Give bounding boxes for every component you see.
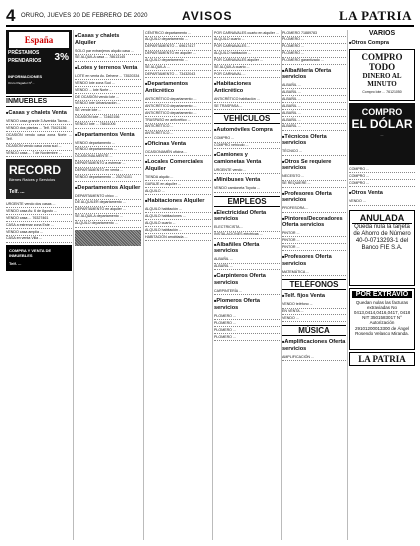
classified-ad: ALBAÑIL ... [282,117,346,124]
classified-ad: DEPARTAMENTO ... 73432043 [145,71,211,78]
classified-ad: SE REQUIERE ... [282,181,346,188]
classified-ad: ALQUILO habitaciones ... [145,213,211,220]
section-title: AVISOS [182,9,233,23]
promo-text: Compro lote ... 76121050 [362,89,402,94]
ad-tag: PRENDARIOS [8,58,42,64]
classified-ad: ELECTRICISTA ... [214,225,280,232]
classified-ad: ALBAÑIL ... [282,83,346,90]
category-title: ■ Casas y chalets Alquiler [75,33,141,46]
classified-ad: POR CARNAVAL ... [214,71,280,78]
classified-ad: HABITACIÓN amoblada ... [145,234,211,241]
classified-ad: ALBAÑIL ... [282,89,346,96]
classified-ad: VENDO departamento ... 25274101 [75,175,141,182]
classified-ad: VENDO ... lote Norte ... [75,87,141,94]
classified-ad: PLOMERO ... [282,44,346,51]
section-varios: VARIOS [368,30,396,37]
category-title: ■ Carpinteros Oferta servicios [214,273,280,286]
column-divider [347,30,348,540]
classified-ad: COMPRO ... [214,136,280,143]
classified-ad: PLOMERO garantizado ... [282,58,346,65]
classified-ad: ALQUILO departamento ... [145,58,211,65]
compro-todo-ad [349,49,415,101]
classified-ad: PLOMERO ... [214,313,280,320]
category-title: ■ Técnicos Oferta servicios [282,134,346,147]
column-divider [212,30,213,540]
category-title: ■ Telf. fijos Venta [282,293,346,300]
classified-ad: ANTICRÉTICO departamento ... [145,110,211,117]
espana-logo: España [9,32,69,48]
classified-ad: PINTOR ... [282,244,346,251]
classified-ad: ALQUILO habitación ... [145,227,211,234]
classified-ad: VENDO casa ... 76327461 [6,215,72,222]
classified-ad: COMPRO ... [349,180,415,187]
section-inmuebles: INMUEBLES [6,96,72,107]
column-divider [143,30,144,540]
classified-ad: TRASPASO en anticrético ... [145,117,211,124]
classified-ad: DEPARTAMENTO en alquiler ... [145,51,211,58]
classified-ad: OCASIÓN vendo casa zona Norte ... Telf. [6,132,72,143]
notice-text: Quedan nulas las facturas extraviadas No 0413,0414,0416,0417, 0418 NIT 3501583017 N° Autorización 29101200013300 de Ángel Rosendo Velasco Miranda. [353,299,411,336]
header-rule [6,25,414,27]
classified-ad: DE ALQUILER departamento ... [75,200,141,207]
classified-ad: OCASIONALMENTE ... [75,154,141,161]
classified-ad: ALQUILO cuarto ... [145,220,211,227]
classified-ad: PLOMERO ... [282,37,346,44]
classified-ad: LOTE en venta Av. Dehene ... 73520334 [75,73,141,80]
classified-ad: SOLO par extranjeros alquilo casa ... [75,48,141,55]
category-title: ■ Minibuses Venta [214,177,280,184]
category-title: ■ Profesores Oferta servicios [282,254,346,267]
classified-ad: SE ALQUILA casa ... 78613145 [75,55,141,62]
classified-ad: ANTICRÉTICO habitación ... [214,96,280,103]
category-title: ■ Otros Venta [349,190,415,197]
classified-ad: ANTICRÉTICO ... [145,131,211,138]
classified-ad: URGENTE vendo dos casas ... [6,201,72,208]
classified-ad: PLOMERO ... [214,320,280,327]
ad-tag: PRÉSTAMOS [8,50,40,56]
classified-ad: SE ALQUILA departamento ... [75,214,141,221]
ad-small: Oruro Pagador Nº... [8,81,35,85]
page-header [6,8,414,26]
classified-ad: PLOMERO ... [282,51,346,58]
classified-ad: DEPARTAMENTO ... 69617417 [145,44,211,51]
classified-ad: DE OCASIÓN vendo lote ... [75,94,141,101]
category-title: ■ Profesores Oferta servicios [282,191,346,204]
classified-ad: PLOMERO ... [214,334,280,341]
classified-ad: POR CARNAVALES cuarto en alquiler ... [214,30,280,37]
classified-ad: TÉCNICO ... [282,149,346,156]
classified-ad: ALQUILO cuarto ... [214,37,280,44]
notice-text: Queda nula la tarjeta de Ahorro de Número 40-0-0713293-1 del Banco FIE S.A. [353,223,411,251]
classified-ad: DEPARTAMENTO a estrenar ... [75,161,141,168]
promo-sub: EL DÓLAR [351,116,413,131]
classified-ad: ALBAÑIL ... [282,110,346,117]
anulada-notice [349,210,415,286]
classified-ad: VENDO dos plantas ... Telf. 75421136 [6,125,72,132]
classified-ad: CÉNTRICO departamento ... [145,30,211,37]
classified-ad: VENDO lote ... 78461006 [75,122,141,129]
column-5 [282,30,346,540]
category-title: ■ Habitaciones Alquiler [145,198,211,205]
classified-ad: OCASIÓN lote ... 72462156 [75,115,141,122]
category-title: ■ Casas y chalets Venta [6,110,72,117]
classified-ad: PINTOR ... [282,231,346,238]
ad-percent: 3% [54,52,69,63]
classified-ad: CARPINTERÍA ... [214,288,280,295]
category-title: ■ Lotes y terrenos Venta [75,65,141,72]
ad-info: INFORMACIONES [8,74,42,79]
column-6 [349,30,415,540]
classified-ad: DEPARTAMENTO en alquiler ... [75,207,141,214]
classified-ad: SE ALQUILA ... [145,65,211,72]
classified-ad: ALQUILO habitación ... [214,51,280,58]
classified-ad: SE ALQUILA cuarto ... [214,65,280,72]
classified-ad: OCASIÓN vendo casa zona sud ... [6,144,72,151]
category-title: ■ Pintores/Decoradores Oferta servicios [282,216,346,229]
category-title: ■ Oficinas Venta [145,141,211,148]
promo-title: COMPRO TODO [361,51,403,72]
category-title: ■ Departamentos Alquiler [75,185,141,192]
notice-title: POR EXTRAVÍO [352,291,412,298]
category-title: ■ Plomeros Oferta servicios [214,298,280,311]
classified-ad: COMPRO ... [349,173,415,180]
classified-ad: COMPRO vehículo ... [214,143,280,150]
classified-ad: POR CARNAVALES ... [214,44,280,51]
record-ad [6,159,72,199]
classified-ad: PINTOR ... [282,237,346,244]
classified-ad: VENDO departamento ... [75,140,141,147]
classified-ad: VENDO ... [282,315,346,322]
ad-photo [75,230,141,246]
column-3 [145,30,211,540]
classified-ad: NECESITO ... [282,174,346,181]
category-title: ■ Habitaciones Anticrético [214,81,280,94]
classified-ad: DEPARTAMENTO chico ... [75,193,141,200]
classified-ad: ALBAÑIL ... [282,96,346,103]
classified-ad: ALBAÑIL ... [214,264,280,271]
column-divider [73,30,74,540]
classified-ad: VENDO camioneta Toyota ... [214,186,280,193]
espana-ad [6,30,72,94]
ad-title: COMPRA Y VENTA DE INMUEBLES [9,247,52,258]
classified-ad: ALQUILO ... [145,188,211,195]
inmuebles-ad [6,245,72,271]
classified-ad: VENDO ... [349,199,415,206]
category-title: ■ Electricidad Oferta servicios [214,210,280,223]
header-date: ORURO, JUEVES 20 DE FEBRERO DE 2020 [21,13,148,19]
classified-ad: PLOMERO ... [214,327,280,334]
classified-ad: VENDO departamentos ... [75,147,141,154]
category-title: ■ Departamentos Anticrético [145,81,211,94]
classified-ad: ANTICRÉTICO ... [145,124,211,131]
promo-title: COMPRO [361,106,403,117]
classified-ad: MATEMÁTICA ... [282,269,346,276]
classified-ad: ANTICRÉTICO departamento ... [145,96,211,103]
classified-ad: OCASIONAMÉN oficina ... [145,149,211,156]
classified-ad: ALQUILO departamento ... [145,37,211,44]
classified-ad: ALBAÑIL ... [282,124,346,131]
brand-logo: LA PATRIA [339,8,412,23]
classified-ad: ANTICRÉTICO departamento ... [145,103,211,110]
column-4 [214,30,280,540]
classified-ad: SE TRASPASA ... [214,103,280,110]
classified-ad: ALBAÑIL ... [282,103,346,110]
column-1 [6,30,72,540]
classified-ad: GARAJE en alquiler ... [145,181,211,188]
classified-ad: SE vende lote ... [75,108,141,115]
classified-ad: VENDO lote zona Sud ... [75,80,141,87]
classified-ad: COMPRO ... [349,167,415,174]
classified-ad: VENDO casa grande 3 Avenida Tacna... [6,119,72,126]
extravio-notice [349,288,415,350]
brand-footer: LA PATRIA [349,352,415,366]
classified-ad: ALBAÑIL ... [214,257,280,264]
promo-sub: DINERO AL MINUTO [362,71,402,88]
classified-ad: INSTALACIONES eléctricas ... [214,232,280,239]
compro-dolar-ad [349,103,415,165]
classified-ad: VENDO teléfono ... [282,302,346,309]
classified-ad: PROFESORA ... [282,206,346,213]
classified-ad: URGENTE vendo ... [214,167,280,174]
record-title: RECORD [9,163,62,178]
classified-ad: AMPLIFICACIÓN ... [282,354,346,361]
section-empleos: EMPLEOS [214,196,280,207]
classified-ad: POR CARNAVALES alquiler ... [214,58,280,65]
classified-ad: ALQUILO habitación ... [145,206,211,213]
classified-ad: TIENDA alquilo ... [145,174,211,181]
classified-ad: EN VENTA ... [282,309,346,316]
category-title: ■ Camiones y camionetas Venta [214,152,280,165]
ad-phone: Telf. ... [9,260,22,266]
category-title: ■ Automóviles Compra [214,127,280,134]
category-title: ■ Amplificaciones Oferta servicios [282,339,346,352]
category-title: ■ Otros Se requiere servicios [282,159,346,172]
classified-ad: VENDO casa Av. 6 de Agosto ... [6,208,72,215]
page-number: 4 [6,6,16,25]
section-vehiculos: VEHÍCULOS [214,113,280,124]
classified-ad: DEPARTAMENTO en venta ... [75,168,141,175]
classified-ad: VENDO casa amplia ... [6,229,72,236]
category-title: ■ Departamentos Venta [75,132,141,139]
classified-ad: CASA a estrenar zona Este ... [6,222,72,229]
section-telefonos: TELÉFONOS [282,279,346,290]
record-sub: Bienes Raíces y Servicios [9,177,56,183]
classified-ad: VENDO lote Urbanización ... [75,101,141,108]
category-title: ■ Locales Comerciales Alquiler [145,159,211,172]
classified-ad: VENDO casa ... 7 de Noviembre ... [6,151,72,158]
classified-ad: ALQUILO departamento ... [75,221,141,228]
category-title: ■ Albañilería Oferta servicios [282,68,346,81]
classified-ad: CASA en venta Villa ... [6,236,72,243]
column-2 [75,30,141,540]
section-musica: MÚSICA [282,325,346,336]
category-title: ■ Albañiles Oferta servicios [214,242,280,255]
notice-title: ANULADA [352,213,412,224]
category-title: ■ Otros Compra [349,40,415,47]
record-phone: Telf. ... [9,189,25,196]
promo-text: ... [380,132,384,137]
classified-ad: PLOMERO 71889783 [282,30,346,37]
